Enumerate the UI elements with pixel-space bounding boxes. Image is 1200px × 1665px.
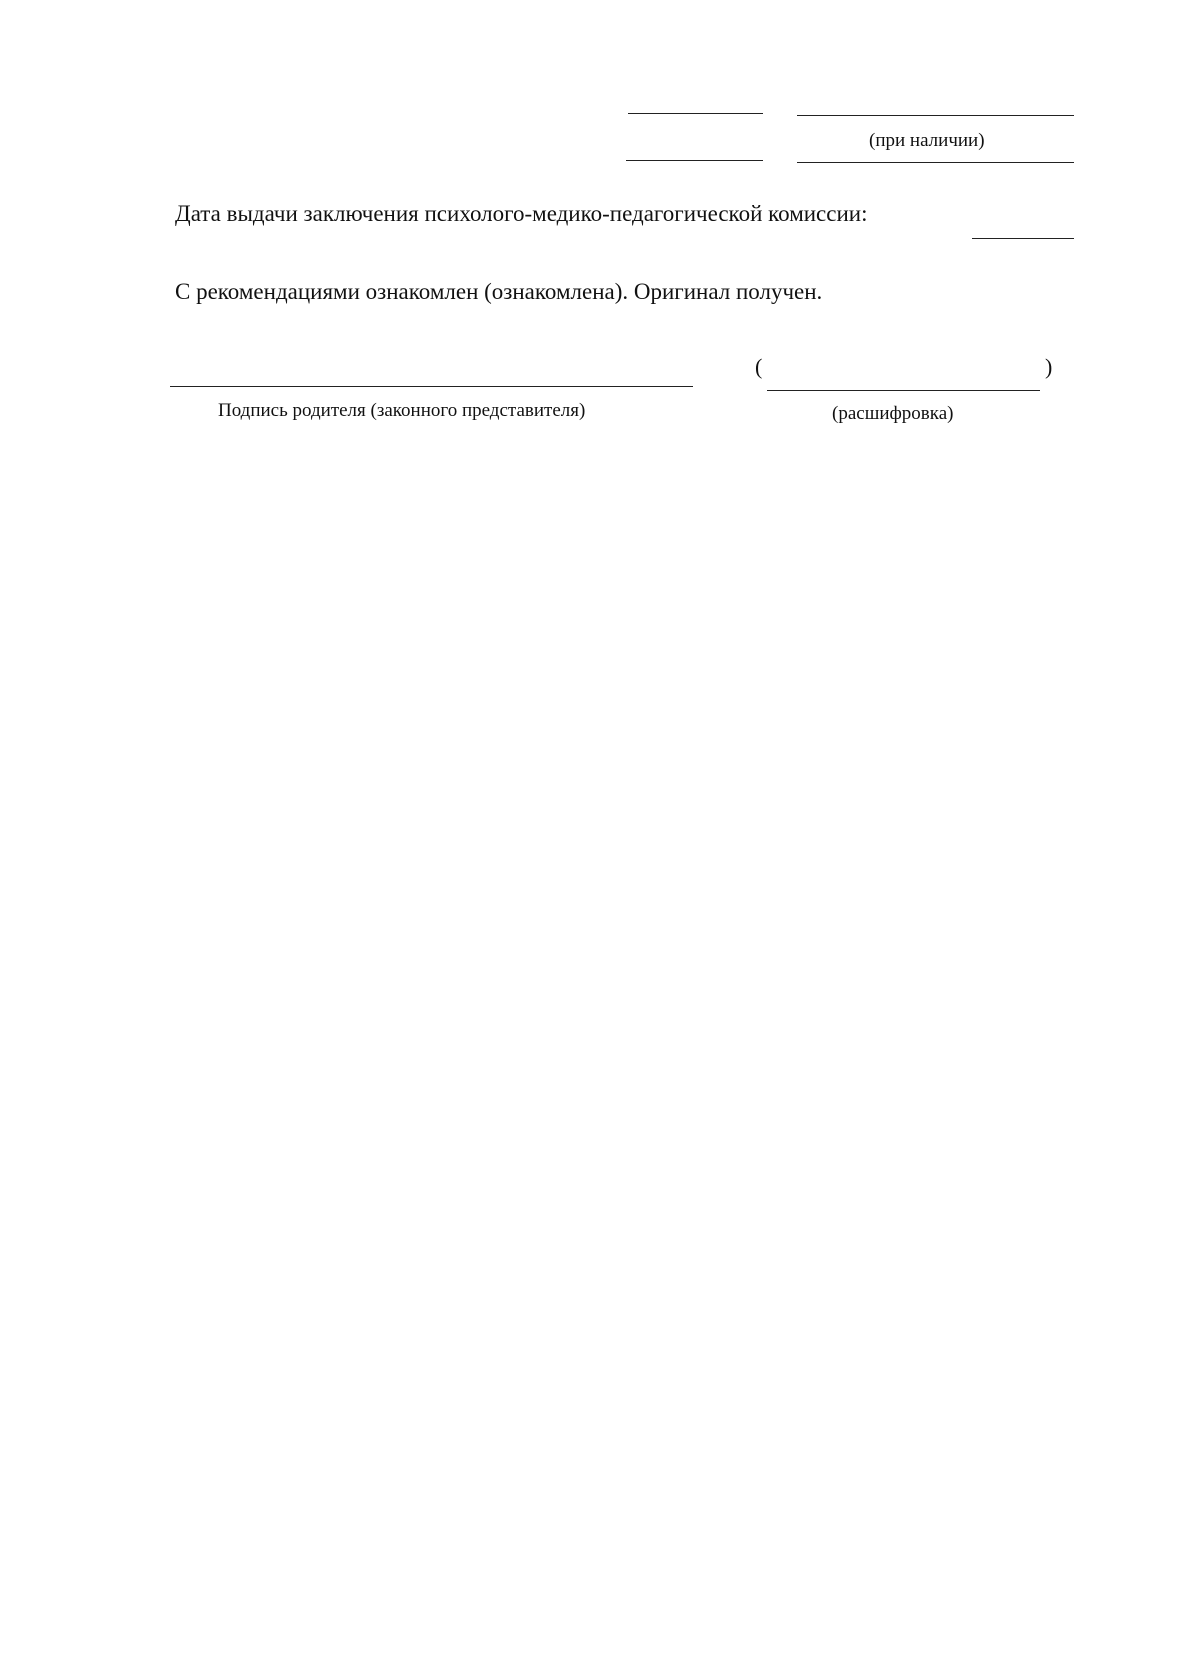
- top-left-blank-line-2: [626, 160, 763, 161]
- decryption-close-paren: ): [1045, 354, 1053, 379]
- top-left-blank-line-1: [628, 113, 763, 114]
- parent-signature-line: [170, 386, 693, 387]
- issue-date-blank-line: [972, 238, 1074, 239]
- decryption-line: [767, 390, 1040, 391]
- decryption-open-paren: (: [755, 354, 763, 379]
- issue-date-label: Дата выдачи заключения психолого-медико-педагогической комиссии:: [175, 201, 868, 226]
- acknowledgement-text: С рекомендациями ознакомлен (ознакомлена). Оригинал получен.: [175, 279, 823, 304]
- parent-signature-caption: Подпись родителя (законного представителя): [218, 400, 586, 421]
- decryption-caption: (расшифровка): [832, 403, 954, 424]
- top-right-blank-line-1: [797, 115, 1074, 116]
- top-right-blank-line-2: [797, 162, 1074, 163]
- if-available-note: (при наличии): [869, 130, 985, 151]
